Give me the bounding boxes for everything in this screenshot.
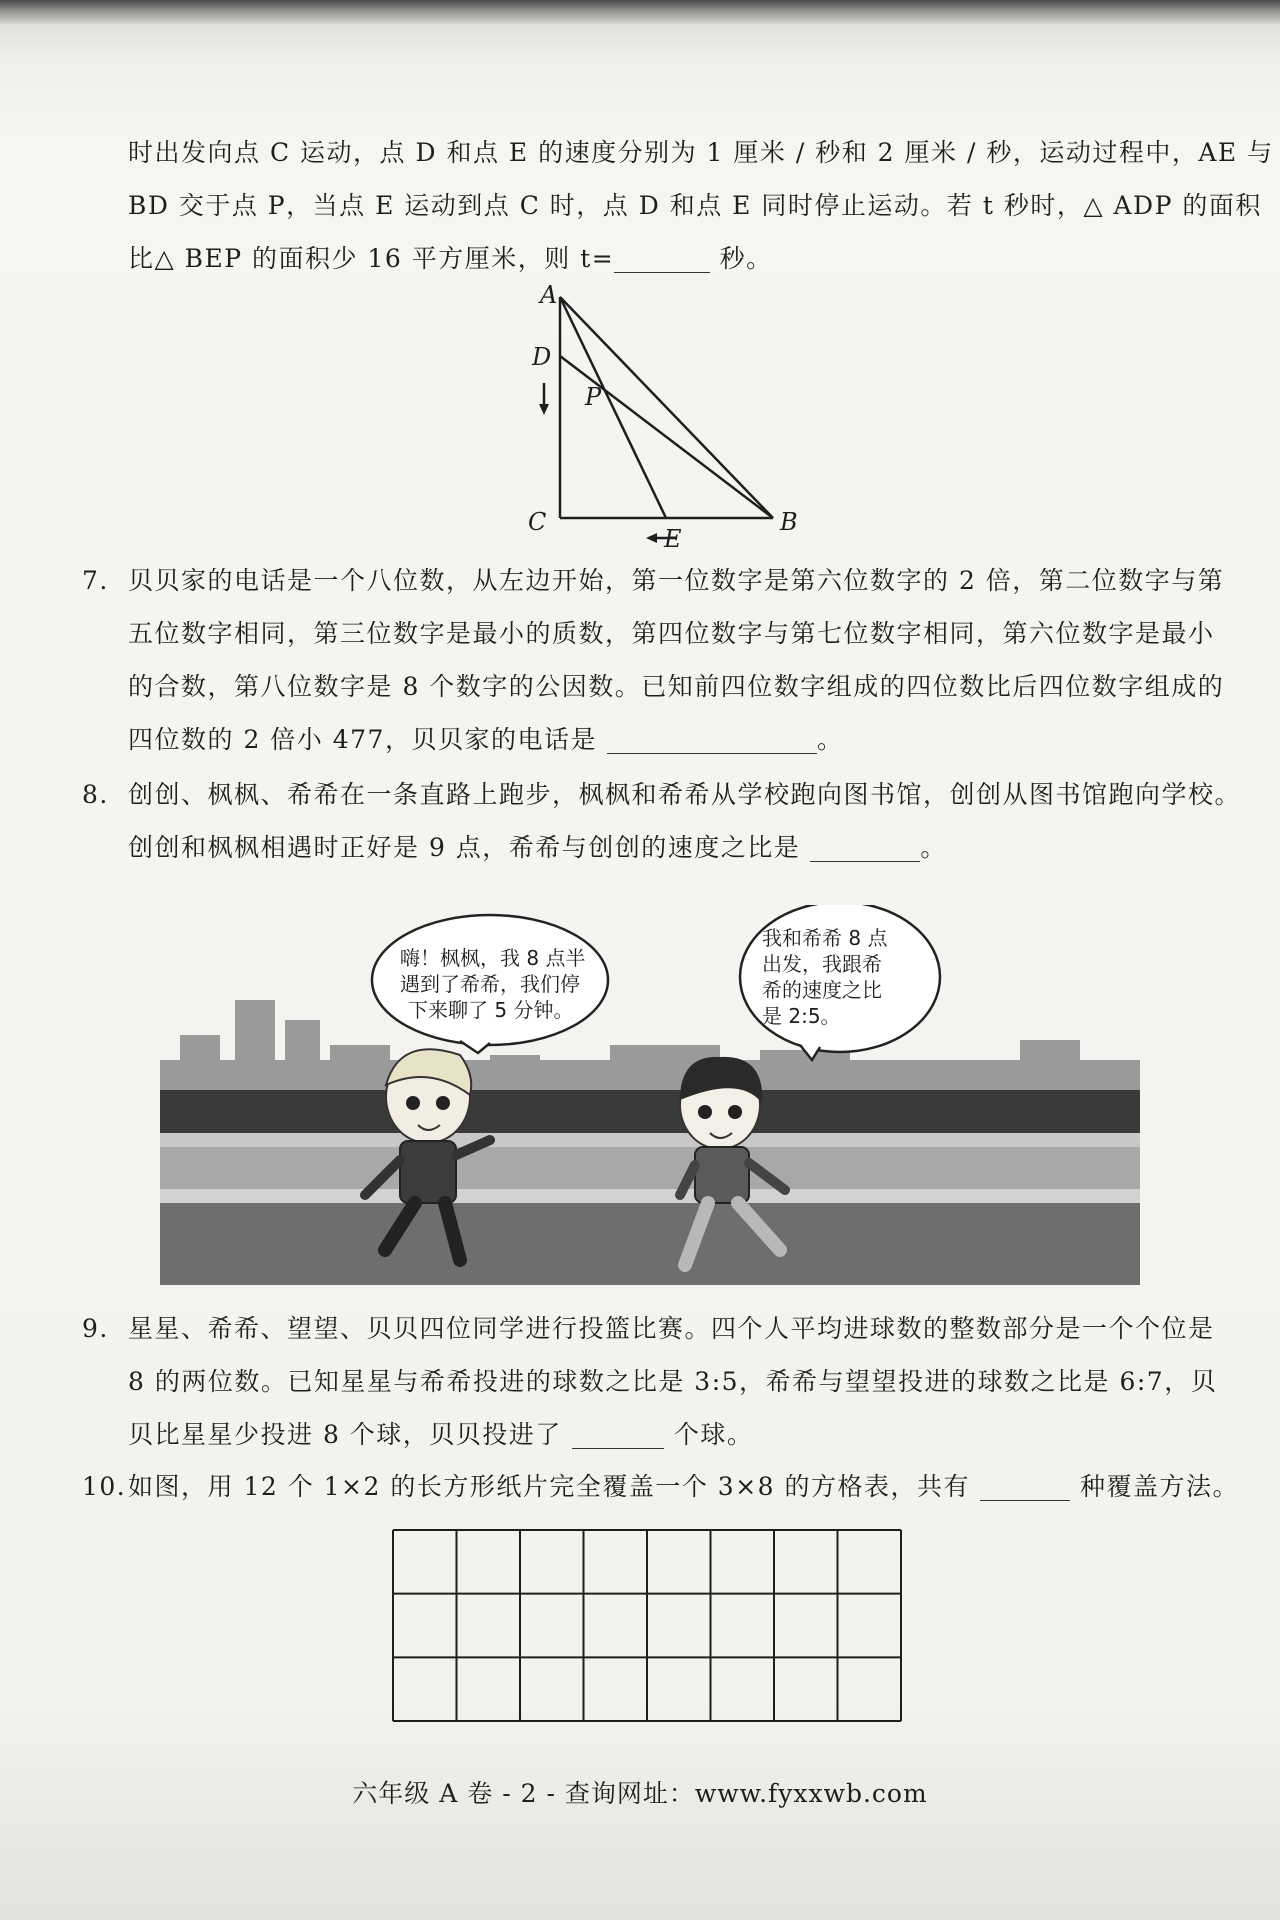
question-6-text — [128, 126, 1274, 285]
q9-line-2: 8 的两位数。已知星星与希希投进的球数之比是 3:5，希希与望望投进的球数之比是 6:7，贝 — [128, 1367, 1218, 1396]
q8-number: 8. — [82, 780, 109, 809]
q9-line-3: 贝比星星少投进 8 个球，贝贝投进了 — [128, 1420, 562, 1449]
q9-number: 9. — [82, 1314, 109, 1343]
bubble-right-line-1: 我和希希 8 点 — [762, 926, 888, 950]
q7-line-1: 贝贝家的电话是一个八位数，从左边开始，第一位数字是第六位数字的 2 倍，第二位数字与第 — [128, 566, 1225, 595]
q9-line-1: 星星、希希、望望、贝贝四位同学进行投篮比赛。四个人平均进球数的整数部分是一个个位是 — [128, 1314, 1215, 1343]
q10-line-1: 如图，用 12 个 1×2 的长方形纸片完全覆盖一个 3×8 的方格表，共有 — [128, 1472, 971, 1501]
q7-line-4-end: 。 — [816, 725, 844, 754]
bubble-right-line-4: 是 2:5。 — [762, 1004, 841, 1028]
bubble-left-line-1: 嗨！枫枫，我 8 点半 — [400, 946, 586, 970]
q7-answer-blank — [607, 723, 817, 754]
scan-top-edge — [0, 0, 1280, 24]
bubble-left-line-3: 下来聊了 5 分钟。 — [408, 998, 574, 1022]
q8-line-2: 创创和枫枫相遇时正好是 9 点，希希与创创的速度之比是 — [128, 833, 801, 862]
q7-line-2: 五位数字相同，第三位数字是最小的质数，第四位数字与第七位数字相同，第六位数字是最小 — [128, 619, 1215, 648]
q6-answer-blank — [614, 242, 710, 273]
question-10 — [82, 1460, 1252, 1513]
q10-number: 10. — [82, 1472, 127, 1501]
q7-line-4: 四位数的 2 倍小 477，贝贝家的电话是 — [128, 725, 597, 754]
q6-line-3-start: 比△ BEP 的面积少 16 平方厘米，则 t= — [128, 244, 615, 273]
label-A: A — [540, 285, 558, 309]
question-8 — [82, 768, 1252, 874]
q6-line-1: 时出发向点 C 运动，点 D 和点 E 的速度分别为 1 厘米 / 秒和 2 厘米 / 秒，运动过程中，AE 与 — [128, 138, 1274, 167]
bubble-right-line-3: 希的速度之比 — [762, 978, 882, 1002]
label-E: E — [664, 525, 682, 553]
label-D: D — [532, 343, 552, 371]
triangle-figure — [520, 285, 820, 555]
page-footer: 六年级 A 卷 - 2 - 查询网址：www.fyxxwb.com — [352, 1779, 928, 1808]
question-9 — [82, 1302, 1252, 1461]
q8-answer-blank — [810, 831, 920, 862]
q10-line-1-end: 种覆盖方法。 — [1080, 1472, 1240, 1501]
running-cartoon-illustration — [160, 905, 1140, 1285]
q9-answer-blank — [572, 1418, 664, 1449]
q6-line-3-end: 秒。 — [710, 244, 773, 273]
q9-line-3-end: 个球。 — [673, 1420, 754, 1449]
q10-answer-blank — [980, 1470, 1070, 1501]
bubble-left-line-2: 遇到了希希，我们停 — [400, 972, 580, 996]
label-P: P — [585, 383, 602, 411]
q7-line-3: 的合数，第八位数字是 8 个数字的公因数。已知前四位数字组成的四位数比后四位数字组成的 — [128, 672, 1225, 701]
grid-3x8 — [390, 1527, 904, 1724]
bubble-right-line-2: 出发，我跟希 — [762, 952, 882, 976]
q6-line-2: BD 交于点 P，当点 E 运动到点 C 时，点 D 和点 E 同时停止运动。若 t 秒时，△ ADP 的面积 — [128, 191, 1262, 220]
q6-line-3 — [128, 232, 1248, 285]
q8-line-1: 创创、枫枫、希希在一条直路上跑步，枫枫和希希从学校跑向图书馆，创创从图书馆跑向学校。 — [128, 780, 1242, 809]
label-C: C — [528, 508, 547, 536]
label-B: B — [780, 508, 798, 536]
q7-number: 7. — [82, 566, 109, 595]
question-7 — [82, 554, 1252, 766]
q8-line-2-end: 。 — [920, 833, 947, 862]
